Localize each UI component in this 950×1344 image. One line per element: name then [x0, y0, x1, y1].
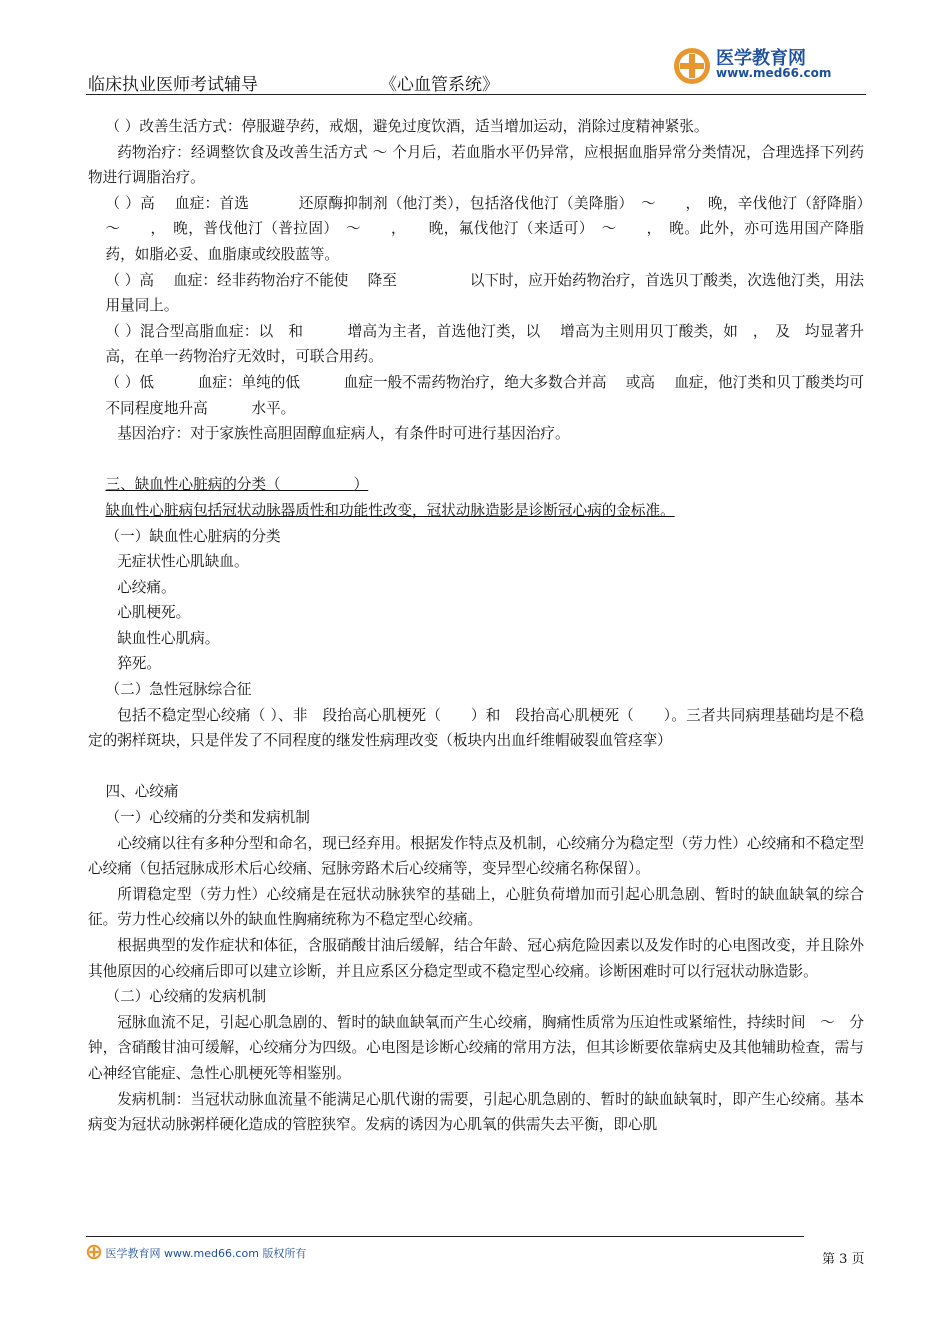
paragraph: 心绞痛以往有多种分型和命名，现已经弃用。根据发作特点及机制，心绞痛分为稳定型（劳力性）心绞痛和不稳定型心绞痛（包括冠脉成形术后心绞痛、冠脉旁路术后心绞痛等，变异型心绞痛名称保留）。: [88, 834, 864, 878]
paragraph: 缺血性心脏病包括冠状动脉器质性和功能性改变，冠状动脉造影是诊断冠心病的金标准。: [105, 501, 675, 519]
section-heading: 三、缺血性心脏病的分类（ ）: [105, 476, 369, 494]
list-item: 心绞痛。: [117, 578, 176, 596]
header-subject: 《心血管系统》: [380, 75, 499, 95]
logo-name: 医学教育网: [716, 48, 806, 69]
paragraph: （ ）混合型高脂血症：以 和 增高为主者，首选他汀类，以 增高为主则用贝丁酸类，如 ， 及 均显著升高，在单一药物治疗无效时，可联合用药。: [105, 322, 864, 366]
site-logo[interactable]: [672, 44, 872, 88]
list-item: 猝死。: [117, 655, 161, 673]
paragraph: 基因治疗：对于家族性高胆固醇血症病人，有条件时可进行基因治疗。: [117, 425, 570, 443]
logo-icon: [672, 46, 712, 86]
header-title: 临床执业医师考试辅导: [88, 75, 258, 95]
paragraph: 所谓稳定型（劳力性）心绞痛是在冠状动脉狭窄的基础上，心脏负荷增加而引起心肌急剧、暂时的缺血缺氧的综合征。劳力性心绞痛以外的缺血性胸痛统称为不稳定型心绞痛。: [88, 885, 864, 929]
page-number: 第 3 页: [822, 1252, 865, 1267]
list-item: 心肌梗死。: [117, 604, 191, 622]
list-item: 无症状性心肌缺血。: [117, 553, 249, 571]
footer-rule: [86, 1236, 804, 1237]
footer-brand-name: 医学教育网: [105, 1247, 161, 1260]
paragraph: （ ）改善生活方式：停服避孕药，戒烟，避免过度饮酒，适当增加运动，消除过度精神紧张。: [105, 118, 709, 135]
paragraph: 包括不稳定型心绞痛（ ）、非 段抬高心肌梗死（ ）和 段抬高心肌梗死（ ）。三者共同病理基础均是不稳定的粥样斑块，只是伴发了不同程度的继发性病理改变（板块内出血纤维帽破裂血管痉挛）: [88, 706, 864, 750]
footer-brand[interactable]: [86, 1244, 306, 1261]
logo-url: www.med66.com: [716, 66, 832, 80]
paragraph: 冠脉血流不足，引起心肌急剧的、暂时的缺血缺氧而产生心绞痛，胸痛性质常为压迫性或紧缩性，持续时间 ～ 分钟，含硝酸甘油可缓解，心绞痛分为四级。心电图是诊断心绞痛的常用方法，但其诊断要依靠病史及其他辅助检查，需与心神经官能症、急性心肌梗死等相鉴别。: [88, 1013, 864, 1082]
paragraph: 根据典型的发作症状和体征，含服硝酸甘油后缓解，结合年龄、冠心病危险因素以及发作时的心电图改变，并且除外其他原因的心绞痛后即可以建立诊断，并且应系区分稳定型或不稳定型心绞痛。诊断困难时可以行冠状动脉造影。: [88, 937, 864, 980]
section-heading: 四、心绞痛: [105, 783, 179, 801]
paragraph: （ ）高 血症：首选 还原酶抑制剂（他汀类），包括洛伐他汀（美降脂） ～ ， 晚，辛伐他汀（舒降脂） ～ ， 晚，普伐他汀（普拉固） ～ ， 晚，氟伐他汀（来适可） ～ ， 晚。此外，亦可选用国产降脂药，如脂必妥、血脂康或绞股蓝等。: [105, 194, 879, 263]
paragraph: 发病机制：当冠状动脉血流量不能满足心肌代谢的需要，引起心肌急剧的、暂时的缺血缺氧时，即产生心绞痛。基本病变为冠状动脉粥样硬化造成的管腔狭窄。发病的诱因为心肌氧的供需失去平衡，即心肌: [88, 1090, 864, 1134]
subsection-heading: （二）心绞痛的发病机制: [105, 988, 267, 1006]
document-body: [88, 114, 879, 1138]
footer-url: www.med66.com: [164, 1247, 259, 1260]
header-rule: [86, 94, 866, 95]
subsection-heading: （二）急性冠脉综合征: [105, 681, 252, 699]
subsection-heading: （一）缺血性心脏病的分类: [105, 527, 281, 545]
footer-rights: 版权所有: [262, 1247, 307, 1260]
footer-logo-icon: [86, 1244, 102, 1260]
paragraph: （ ）高 血症：经非药物治疗不能使 降至 以下时，应开始药物治疗，首选贝丁酸类，次选他汀类，用法用量同上。: [105, 271, 864, 315]
list-item: 缺血性心肌病。: [117, 629, 220, 647]
subsection-heading: （一）心绞痛的分类和发病机制: [105, 809, 310, 827]
paragraph: （ ）低 血症：单纯的低 血症一般不需药物治疗，绝大多数合并高 或高 血症，他汀类和贝丁酸类均可不同程度地升高 水平。: [105, 373, 864, 417]
paragraph: 药物治疗：经调整饮食及改善生活方式 ～ 个月后，若血脂水平仍异常，应根据血脂异常分类情况，合理选择下列药物进行调脂治疗。: [88, 143, 864, 187]
